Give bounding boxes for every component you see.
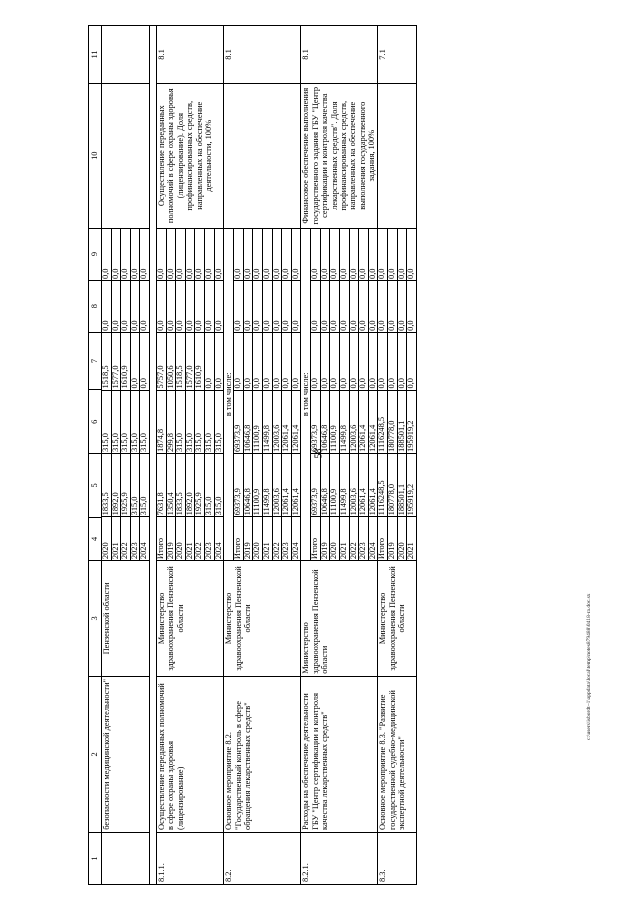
value-cell: 0,0 [253, 280, 263, 332]
col-header-3: 3 [89, 561, 102, 677]
executor: Министерство здравоохранения Пензенской области [301, 561, 378, 677]
value-cell: 11499,8 [340, 390, 350, 453]
value-cell: 12061,4 [282, 390, 292, 453]
value-cell: 0,0 [234, 280, 243, 332]
value-cell: 0,0 [102, 280, 111, 332]
table-row-8-1-1 [156, 26, 223, 885]
table-row [340, 229, 350, 561]
value-cell: 1892,0 [185, 453, 195, 516]
value-cell: 1610,9 [195, 332, 205, 390]
value-cell: 0,0 [157, 229, 166, 281]
value-cell: 0,0 [243, 280, 253, 332]
value-cell: 0,0 [157, 280, 166, 332]
year-cell: 2021 [407, 517, 416, 560]
value-cell: 0,0 [368, 332, 377, 390]
value-cell: 0,0 [291, 229, 300, 281]
value-cell: 1577,0 [111, 332, 121, 390]
year-cell: 2020 [330, 517, 340, 560]
value-cell: 1350,4 [166, 453, 176, 516]
value-cell: 0,0 [340, 280, 350, 332]
year-cell: 2021 [185, 517, 195, 560]
table-row [262, 229, 272, 561]
value-cell: 0,0 [368, 280, 377, 332]
in-total-label: в том числе: [224, 228, 234, 561]
value-cell: 0,0 [243, 229, 253, 281]
value-cell: 0,0 [291, 332, 300, 390]
year-cell: 2024 [291, 517, 300, 560]
col-header-4: 4 [89, 517, 102, 560]
value-cell: 0,0 [262, 332, 272, 390]
col-header-11: 11 [89, 26, 102, 84]
value-cell: 1116248,5 [378, 453, 387, 516]
value-cell: 1925,9 [195, 453, 205, 516]
year-cell: 2019 [243, 517, 253, 560]
year-cell: 2023 [359, 517, 369, 560]
value-cell: 10646,8 [243, 453, 253, 516]
value-cell: 0,0 [195, 280, 205, 332]
value-cell: 5757,0 [157, 332, 166, 390]
value-cell: 0,0 [185, 280, 195, 332]
value-cell: 12061,4 [359, 453, 369, 516]
value-cell: 11499,8 [262, 390, 272, 453]
table-row [253, 229, 263, 561]
col-header-8: 8 [89, 280, 102, 332]
indicator-ref [102, 26, 150, 84]
value-cell: 10646,8 [320, 453, 330, 516]
table-row [359, 229, 369, 561]
value-cell: 0,0 [243, 332, 253, 390]
value-cell: 10646,8 [243, 390, 253, 453]
year-cell: Итого [378, 517, 387, 560]
measure-name: Расходы на обеспечение деятельности ГБУ "Центр сертификации и контроля качества лекарственных средств" [301, 676, 378, 832]
value-cell: 0,0 [204, 229, 214, 281]
value-cell: 0,0 [102, 229, 111, 281]
row-number: 8.3. [378, 832, 416, 884]
indicator-text [224, 83, 301, 228]
value-cell: 1518,5 [176, 332, 186, 390]
value-cell: 1892,0 [111, 453, 121, 516]
table-row [282, 229, 292, 561]
value-cell: 0,0 [166, 229, 176, 281]
value-cell: 0,0 [140, 280, 149, 332]
value-cell: 0,0 [176, 229, 186, 281]
value-cell: 1610,9 [121, 332, 131, 390]
value-cell: 0,0 [311, 280, 320, 332]
year-cell: 2022 [121, 517, 131, 560]
value-cell: 69373,9 [311, 453, 320, 516]
value-cell: 0,0 [262, 280, 272, 332]
executor: Министерство здравоохранения Пензенской области [156, 561, 223, 677]
footer-file-path: c:\users\isbordt~1\appdata\local\temp\notes879488\0418-ra.doc.sx [586, 593, 592, 740]
value-cell: 0,0 [330, 332, 340, 390]
table-row [157, 229, 166, 561]
values-block [156, 228, 223, 561]
value-cell: 188501,1 [397, 390, 407, 453]
indicator-text [102, 83, 150, 228]
value-cell: 180778,0 [388, 390, 398, 453]
value-cell: 0,0 [130, 229, 140, 281]
row-gap [149, 26, 156, 885]
value-cell: 69373,9 [234, 390, 243, 453]
year-cell: 2020 [397, 517, 407, 560]
value-cell: 0,0 [311, 229, 320, 281]
value-cell: 7631,8 [157, 453, 166, 516]
value-cell: 0,0 [253, 332, 263, 390]
value-cell: 0,0 [407, 332, 416, 390]
value-cell: 11100,9 [330, 453, 340, 516]
value-cell: 188501,1 [397, 453, 407, 516]
values-block [311, 228, 378, 561]
value-cell: 0,0 [291, 280, 300, 332]
value-cell: 12061,4 [291, 390, 300, 453]
row-number: 8.2. [224, 832, 301, 884]
value-cell: 315,0 [204, 390, 214, 453]
year-cell: 2023 [204, 517, 214, 560]
value-cell: 0,0 [272, 332, 282, 390]
col-header-5: 5 [89, 454, 102, 518]
value-cell: 0,0 [140, 332, 149, 390]
value-cell: 0,0 [320, 332, 330, 390]
value-cell: 1050,6 [166, 332, 176, 390]
value-cell: 0,0 [330, 280, 340, 332]
year-cell: 2022 [349, 517, 359, 560]
value-cell: 315,0 [214, 453, 223, 516]
value-cell: 315,0 [140, 453, 149, 516]
column-number-row [89, 26, 102, 885]
table-row [140, 229, 149, 561]
value-cell: 0,0 [262, 229, 272, 281]
value-cell: 12061,4 [282, 453, 292, 516]
col-header-1: 1 [89, 832, 102, 884]
value-cell: 0,0 [397, 280, 407, 332]
value-cell: 12061,4 [368, 390, 377, 453]
value-cell: 0,0 [121, 229, 131, 281]
value-cell: 0,0 [330, 229, 340, 281]
value-cell: 0,0 [407, 229, 416, 281]
value-cell: 0,0 [388, 332, 398, 390]
value-cell: 0,0 [368, 229, 377, 281]
table-row [311, 229, 320, 561]
page-number: 58 [313, 448, 325, 459]
year-cell: 2020 [253, 517, 263, 560]
value-cell: 315,0 [111, 390, 121, 453]
value-cell: 0,0 [121, 280, 131, 332]
value-cell: 0,0 [185, 229, 195, 281]
col-header-9: 9 [89, 228, 102, 280]
value-cell: 0,0 [272, 229, 282, 281]
value-cell: 0,0 [388, 229, 398, 281]
value-cell: 0,0 [359, 280, 369, 332]
values-grid [157, 229, 223, 561]
values-block [378, 228, 416, 561]
rotated-table-area [88, 25, 588, 885]
value-cell: 0,0 [340, 332, 350, 390]
value-cell: 0,0 [253, 229, 263, 281]
year-cell: 2022 [272, 517, 282, 560]
table-row [214, 229, 223, 561]
value-cell: 1518,5 [102, 332, 111, 390]
values-grid [311, 229, 377, 561]
value-cell: 315,0 [140, 390, 149, 453]
value-cell: 0,0 [234, 229, 243, 281]
year-cell: 2023 [130, 517, 140, 560]
year-cell: 2024 [214, 517, 223, 560]
value-cell: 315,0 [204, 453, 214, 516]
measure-name: Осуществление переданных полномочий в сфере охраны здоровья (лицензирование) [156, 676, 223, 832]
value-cell: 315,0 [130, 390, 140, 453]
value-cell: 315,0 [214, 390, 223, 453]
value-cell: 0,0 [282, 280, 292, 332]
gap-cell [149, 26, 156, 885]
value-cell: 11499,8 [262, 453, 272, 516]
value-cell: 0,0 [214, 280, 223, 332]
value-cell: 0,0 [111, 280, 121, 332]
measure-name: Основное мероприятие 8.3. "Развитие государственной судебно-медицинской экспертной деятельности" [378, 676, 416, 832]
year-cell: 2021 [262, 517, 272, 560]
table-row [368, 229, 377, 561]
value-cell: 1116248,5 [378, 390, 387, 453]
value-cell: 0,0 [195, 229, 205, 281]
value-cell: 1833,5 [102, 453, 111, 516]
table-row-8-2 [224, 26, 234, 885]
value-cell: 0,0 [204, 332, 214, 390]
year-cell: 2019 [388, 517, 398, 560]
value-cell: 0,0 [359, 229, 369, 281]
executor: Министерство здравоохранения Пензенской области [224, 561, 301, 677]
row-number: 8.2.1. [301, 832, 378, 884]
value-cell: 11100,9 [253, 453, 263, 516]
value-cell: 195919,2 [407, 453, 416, 516]
value-cell: 195919,2 [407, 390, 416, 453]
indicator-ref: 8.1 [301, 26, 378, 84]
value-cell: 1925,9 [121, 453, 131, 516]
value-cell: 0,0 [282, 332, 292, 390]
col-header-10: 10 [89, 83, 102, 228]
value-cell: 180778,0 [388, 453, 398, 516]
value-cell: 0,0 [234, 332, 243, 390]
value-cell: 1874,8 [157, 390, 166, 453]
value-cell: 0,0 [140, 229, 149, 281]
year-cell: 2023 [282, 517, 292, 560]
indicator-ref: 7.1 [378, 26, 416, 84]
table-row [388, 229, 398, 561]
table-row [291, 229, 300, 561]
value-cell: 10646,8 [320, 390, 330, 453]
value-cell: 0,0 [378, 332, 387, 390]
value-cell: 12061,4 [359, 390, 369, 453]
col-header-7: 7 [89, 332, 102, 390]
year-cell: 2024 [140, 517, 149, 560]
value-cell: 315,0 [176, 390, 186, 453]
value-cell: 12003,6 [349, 453, 359, 516]
program-measures-table [88, 25, 417, 885]
table-row [195, 229, 205, 561]
value-cell: 12003,6 [349, 390, 359, 453]
value-cell: 0,0 [320, 229, 330, 281]
year-cell: 2024 [368, 517, 377, 560]
value-cell: 0,0 [397, 229, 407, 281]
value-cell: 11100,9 [330, 390, 340, 453]
value-cell: 0,0 [397, 332, 407, 390]
value-cell: 315,0 [185, 390, 195, 453]
value-cell: 0,0 [349, 332, 359, 390]
value-cell: 12061,4 [368, 453, 377, 516]
row-number [102, 832, 150, 884]
table-row [204, 229, 214, 561]
value-cell: 0,0 [378, 229, 387, 281]
indicator-ref: 8.1 [156, 26, 223, 84]
values-grid [102, 229, 149, 561]
value-cell: 299,8 [166, 390, 176, 453]
values-block [234, 228, 301, 561]
in-total-label: в том числе: [301, 228, 311, 561]
year-cell: 2020 [176, 517, 186, 560]
value-cell: 0,0 [407, 280, 416, 332]
table-row-8-3 [378, 26, 416, 885]
year-cell: Итого [311, 517, 320, 560]
table-row [102, 229, 111, 561]
indicator-text: Осуществление переданных полномочий в сфере охраны здоровья (лицензирование). Доля профинансированных средств, направленных на обеспечение деятельности, 100% [156, 83, 223, 228]
table-row [176, 229, 186, 561]
indicator-text [378, 83, 416, 228]
table-row-continuation [102, 26, 150, 885]
table-row [234, 229, 243, 561]
value-cell: 0,0 [359, 332, 369, 390]
value-cell: 0,0 [340, 229, 350, 281]
value-cell: 315,0 [121, 390, 131, 453]
value-cell: 0,0 [111, 229, 121, 281]
value-cell: 12003,6 [272, 453, 282, 516]
year-cell: 2020 [102, 517, 111, 560]
value-cell: 0,0 [282, 229, 292, 281]
value-cell: 0,0 [349, 280, 359, 332]
year-cell: Итого [234, 517, 243, 560]
year-cell: Итого [157, 517, 166, 560]
year-cell: 2021 [111, 517, 121, 560]
values-block [102, 228, 150, 561]
col-header-2: 2 [89, 676, 102, 832]
year-cell: 2019 [320, 517, 330, 560]
values-grid [378, 229, 415, 561]
value-cell: 1833,5 [176, 453, 186, 516]
value-cell: 1577,0 [185, 332, 195, 390]
value-cell: 0,0 [320, 280, 330, 332]
values-grid [234, 229, 300, 561]
value-cell: 0,0 [214, 229, 223, 281]
col-header-6: 6 [89, 390, 102, 454]
row-number: 8.1.1. [156, 832, 223, 884]
value-cell: 11499,8 [340, 453, 350, 516]
value-cell: 0,0 [378, 280, 387, 332]
value-cell: 69373,9 [234, 453, 243, 516]
value-cell: 11100,9 [253, 390, 263, 453]
value-cell: 0,0 [388, 280, 398, 332]
value-cell: 69373,9 [311, 390, 320, 453]
executor: Министерство здравоохранения Пензенской области [378, 561, 416, 677]
value-cell: 0,0 [130, 280, 140, 332]
measure-name: Основное мероприятие 8.2. "Государственный контроль в сфере обращения лекарственных средств" [224, 676, 301, 832]
table-row-8-2-1 [301, 26, 311, 885]
value-cell: 0,0 [272, 280, 282, 332]
indicator-text: Финансовое обеспечение выполнения государственного задания ГБУ "Центр сертификации и контроля качества лекарственных средств". Доля профинансированных средств, направленных на обеспечение выполнения государственного задания, 100% [301, 83, 378, 228]
indicator-ref: 8.1 [224, 26, 301, 84]
measure-name: безопасности медицинской деятельности" [102, 676, 150, 832]
value-cell: 12003,6 [272, 390, 282, 453]
value-cell: 0,0 [166, 280, 176, 332]
value-cell: 0,0 [311, 332, 320, 390]
value-cell: 0,0 [176, 280, 186, 332]
table-row [121, 229, 131, 561]
table-row [407, 229, 416, 561]
value-cell: 0,0 [349, 229, 359, 281]
value-cell: 315,0 [102, 390, 111, 453]
value-cell: 315,0 [130, 453, 140, 516]
value-cell: 315,0 [195, 390, 205, 453]
year-cell: 2022 [195, 517, 205, 560]
value-cell: 12061,4 [291, 453, 300, 516]
year-cell: 2021 [340, 517, 350, 560]
value-cell: 0,0 [214, 332, 223, 390]
value-cell: 0,0 [204, 280, 214, 332]
year-cell: 2019 [166, 517, 176, 560]
value-cell: 0,0 [130, 332, 140, 390]
executor: Пензенской области [102, 561, 150, 677]
